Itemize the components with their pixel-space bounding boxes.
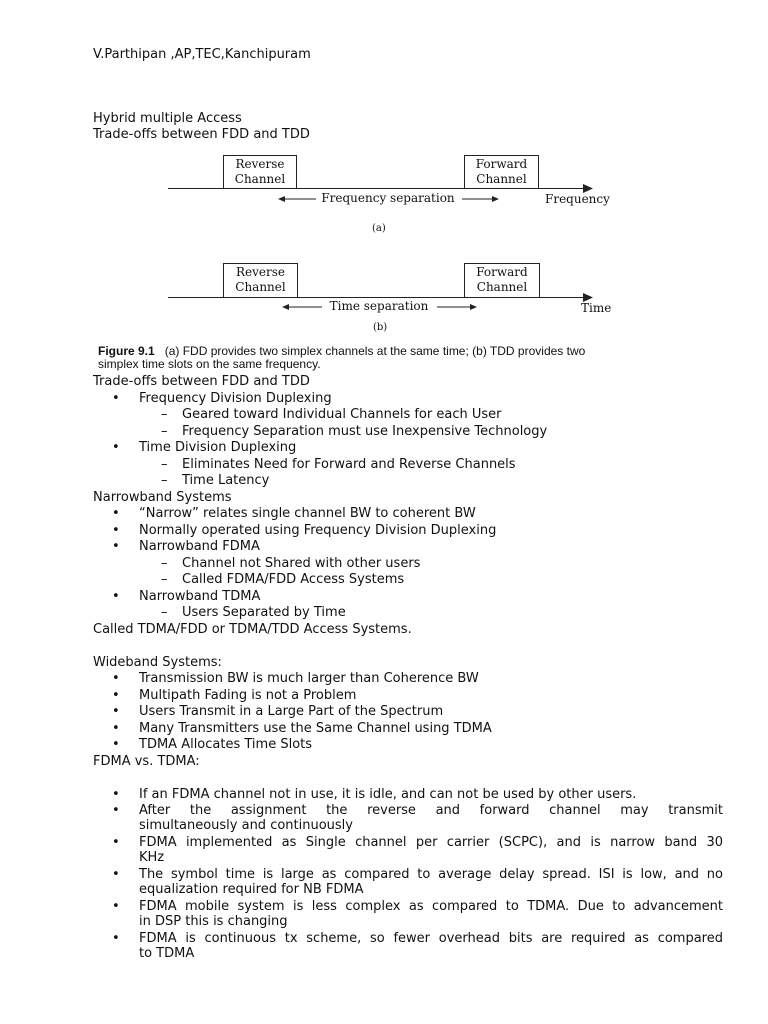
line-continuation: in DSP this is changing (139, 914, 288, 929)
line-text: Frequency Division Duplexing (139, 390, 332, 406)
reverse-channel-box-b: Reverse Channel (223, 263, 298, 298)
dash-icon: – (161, 407, 168, 422)
bullet-item (93, 523, 723, 540)
bullet-item (93, 688, 723, 705)
line-text: Narrowband TDMA (139, 588, 261, 604)
line-continuation: KHz (139, 850, 165, 865)
bullet-icon: • (112, 835, 120, 850)
bullet-icon: • (112, 539, 120, 554)
line-continuation: simultaneously and continuously (139, 818, 353, 833)
dash-icon: – (161, 605, 168, 620)
line-text: If an FDMA channel not in use, it is idle, and can not be used by other users. (139, 786, 637, 802)
line-text: Wideband Systems: (93, 654, 222, 670)
heading-line (93, 638, 723, 655)
bullet-icon: • (112, 522, 120, 538)
bullet-icon: • (112, 867, 120, 882)
caption-line-2: simplex time slots on the same frequency. (98, 357, 321, 371)
reverse-channel-box-a: Reverse Channel (223, 155, 297, 189)
line-text: Narrowband Systems (93, 489, 232, 505)
line-text: FDMA vs. TDMA: (93, 753, 200, 769)
section-title: Hybrid multiple Access (93, 111, 242, 126)
figure-tag-b: (b) (373, 322, 388, 333)
line-text: Eliminates Need for Forward and Reverse Channels (182, 456, 516, 472)
bullet-item (93, 835, 723, 865)
figure-tag-a: (a) (372, 223, 386, 234)
sub-item (93, 424, 723, 441)
author-header: V.Parthipan ,AP,TEC,Kanchipuram (93, 47, 311, 62)
line-text: Time Division Duplexing (139, 440, 297, 455)
bullet-item (93, 704, 723, 721)
line-text: FDMA implemented as Single channel per carrier (SCPC), and is narrow band 30 (139, 835, 723, 850)
dash-icon: – (161, 473, 168, 488)
bullet-icon: • (112, 786, 120, 802)
line-text: Users Transmit in a Large Part of the Spectrum (139, 704, 444, 719)
bullet-item (93, 803, 723, 833)
heading-line (93, 655, 723, 672)
caption-line-1: (a) FDD provides two simplex channels at the same time; (b) TDD provides two (164, 344, 586, 358)
line-text: Geared toward Individual Channels for each User (182, 407, 502, 422)
bullet-item (93, 931, 723, 961)
bullet-item (93, 440, 723, 457)
bullet-item (93, 506, 723, 523)
bullet-item (93, 899, 723, 929)
forward-channel-box-b: Forward Channel (464, 263, 540, 298)
axis-label-a: Frequency (545, 192, 610, 206)
line-text: Called TDMA/FDD or TDMA/TDD Access Systems. (93, 621, 412, 637)
line-text: FDMA is continuous tx scheme, so fewer overhead bits are required as compared (139, 931, 723, 946)
heading-line (93, 754, 723, 771)
bullet-item (93, 539, 723, 556)
dash-icon: – (161, 555, 168, 571)
bullet-icon: • (112, 737, 120, 752)
dash-icon: – (161, 456, 168, 472)
forward-channel-box-a: Forward Channel (464, 155, 539, 189)
line-text: After the assignment the reverse and forward channel may transmit (139, 803, 723, 818)
line-text: Trade-offs between FDD and TDD (93, 374, 310, 389)
heading-line (93, 770, 723, 787)
sub-item (93, 556, 723, 573)
sub-item (93, 457, 723, 474)
axis-label-b: Time (581, 301, 612, 315)
line-text: Frequency Separation must use Inexpensive Technology (182, 423, 548, 439)
heading-line (93, 622, 723, 639)
heading-line (93, 374, 723, 391)
bullet-item (93, 867, 723, 897)
bullet-icon: • (112, 687, 120, 703)
separation-label-b: Time separation (329, 299, 429, 313)
bullet-icon: • (112, 671, 120, 686)
line-text: Channel not Shared with other users (182, 555, 421, 571)
line-text: FDMA mobile system is less complex as compared to TDMA. Due to advancement (139, 899, 723, 914)
separation-label-a: Frequency separation (321, 191, 455, 205)
bullet-item (93, 589, 723, 606)
bullet-item (93, 671, 723, 688)
line-text: Multipath Fading is not a Problem (139, 687, 357, 703)
bullet-icon: • (112, 720, 120, 736)
bullet-icon: • (112, 440, 120, 455)
caption-label: Figure 9.1 (98, 344, 155, 358)
body-text (93, 374, 723, 963)
sub-item (93, 572, 723, 589)
bullet-item (93, 721, 723, 738)
bullet-icon: • (112, 899, 120, 914)
heading-line (93, 490, 723, 507)
section-subtitle: Trade-offs between FDD and TDD (93, 127, 310, 142)
line-text: The symbol time is large as compared to average delay spread. ISI is low, and no (139, 867, 723, 882)
sub-item (93, 407, 723, 424)
sub-item (93, 473, 723, 490)
figure-caption (98, 345, 585, 371)
line-text: Normally operated using Frequency Division Duplexing (139, 522, 497, 538)
line-text: Called FDMA/FDD Access Systems (182, 572, 405, 587)
dash-icon: – (161, 423, 168, 439)
line-continuation: equalization required for NB FDMA (139, 882, 364, 897)
line-text: Many Transmitters use the Same Channel using TDMA (139, 720, 492, 736)
line-continuation: to TDMA (139, 946, 195, 961)
bullet-icon: • (112, 931, 120, 946)
line-text: “Narrow” relates single channel BW to coherent BW (139, 506, 476, 521)
bullet-item (93, 391, 723, 408)
line-text: Users Separated by Time (182, 605, 346, 620)
line-text: Transmission BW is much larger than Coherence BW (139, 671, 479, 686)
bullet-item (93, 737, 723, 754)
line-text: Time Latency (182, 473, 270, 488)
line-text: Narrowband FDMA (139, 539, 260, 554)
dash-icon: – (161, 572, 168, 587)
line-text: TDMA Allocates Time Slots (139, 737, 313, 752)
bullet-icon: • (112, 803, 120, 818)
bullet-icon: • (112, 588, 120, 604)
bullet-item (93, 787, 723, 804)
sub-item (93, 605, 723, 622)
bullet-icon: • (112, 390, 120, 406)
bullet-icon: • (112, 704, 120, 719)
bullet-icon: • (112, 506, 120, 521)
